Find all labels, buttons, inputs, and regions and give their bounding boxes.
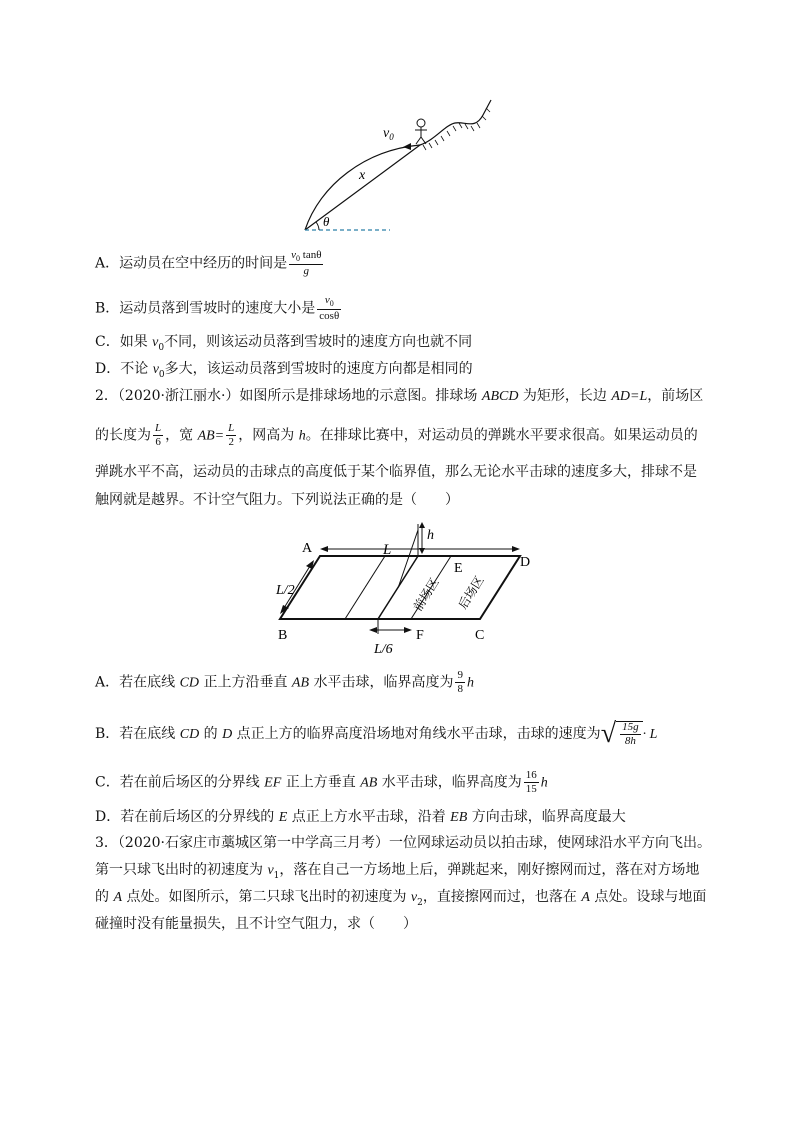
velocity-arrow [403, 143, 411, 150]
q1-option-d: D．不论 $v_0$多大，该运动员落到雪坡时的速度方向都是相同的 [95, 361, 473, 380]
angle-arc [316, 222, 319, 230]
label-e: E [454, 561, 463, 576]
volleyball-court-figure [270, 522, 540, 657]
label-a: A [302, 541, 313, 556]
q2-option-b: B．若在底线 CD 的 D 点正上方的临界高度沿场地对角线水平击球，击球的速度为√ $\frac{15g}{8h}$ · L [95, 718, 658, 749]
label-b: B [278, 628, 288, 643]
q2-line-4: 触网就是越界。不计空气阻力。下列说法正确的是（ ） [95, 492, 459, 508]
q2-option-a: A．若在底线 CD 正上方沿垂直 AB 水平击球，临界高度为 $\frac{9}{8}$ h [95, 669, 474, 695]
q1-option-c: C．如果 $v_0$不同，则该运动员落到雪坡时的速度方向也就不同 [95, 334, 473, 353]
skier-figure [415, 119, 427, 144]
label-h: h [427, 528, 434, 543]
q2-option-c: C．若在前后场区的分界线 EF 正上方垂直 AB 水平击球，临界高度为 $\frac{16}{15}$ h [95, 769, 548, 795]
q2-option-d: D．若在前后场区的分界线的 E 点正上方水平击球，沿着 EB 方向击球，临界高度最大 [95, 809, 626, 825]
label-theta: θ [323, 214, 330, 229]
q3-line-2: 第一只球飞出时的初速度为 $v_1$，落在自己一方场地上后，弹跳起来，刚好擦网而过，落在对方场地 [95, 862, 700, 881]
label-x: x [359, 168, 366, 183]
q3-line-1: 3．（2020·石家庄市藁城区第一中学高三月考）一位网球运动员以拍击球，使网球沿水平方向飞出。 [95, 835, 711, 851]
q3-line-3: 的 A 点处。如图所示，第二只球飞出时的初速度为 $v_2$，直接擦网而过，也落在 A 点处。设球与地面 [95, 889, 707, 908]
q1-option-a: A．运动员在空中经历的时间是 $\frac{v_0 \tan\theta}{g}$ [95, 249, 322, 278]
label-l6: L/6 [374, 642, 393, 657]
label-back-zone: 后场区 [455, 573, 487, 612]
label-l2: L/2 [276, 583, 295, 598]
q2-line-1: 2．（2020·浙江丽水·）如图所示是排球场地的示意图。排球场 ABCD 为矩形，长边 AD=L，前场区 [95, 388, 704, 404]
label-v0: $v_0$ [383, 126, 394, 142]
hill-hatching [423, 108, 490, 150]
q2-line-2: 的长度为 $\frac{L}{6}$ ，宽 AB= $\frac{L}{2}$ ，网高为 h。在排球比赛中，对运动员的弹跳水平要求很高。如果运动员的 [95, 422, 698, 448]
court-outline [280, 556, 520, 619]
q1-option-b: B．运动员落到雪坡时的速度大小是 $\frac{v_0}{\cos\theta}$ [95, 294, 340, 323]
hill-curve [420, 100, 491, 145]
front-line-left [345, 556, 385, 619]
ski-jump-figure [295, 95, 500, 240]
net-post-mid [398, 530, 418, 588]
label-front-zone: 前场区 [410, 575, 442, 614]
q2-line-3: 弹跳水平不高，运动员的击球点的高度低于某个临界值，那么无论水平击球的速度多大，排球不是 [95, 464, 697, 480]
label-f: F [416, 628, 424, 643]
label-l: L [383, 542, 392, 558]
label-d: D [520, 555, 531, 570]
label-c: C [475, 628, 485, 643]
q3-line-4: 碰撞时没有能量损失，且不计空气阻力，求（ ） [95, 916, 417, 932]
